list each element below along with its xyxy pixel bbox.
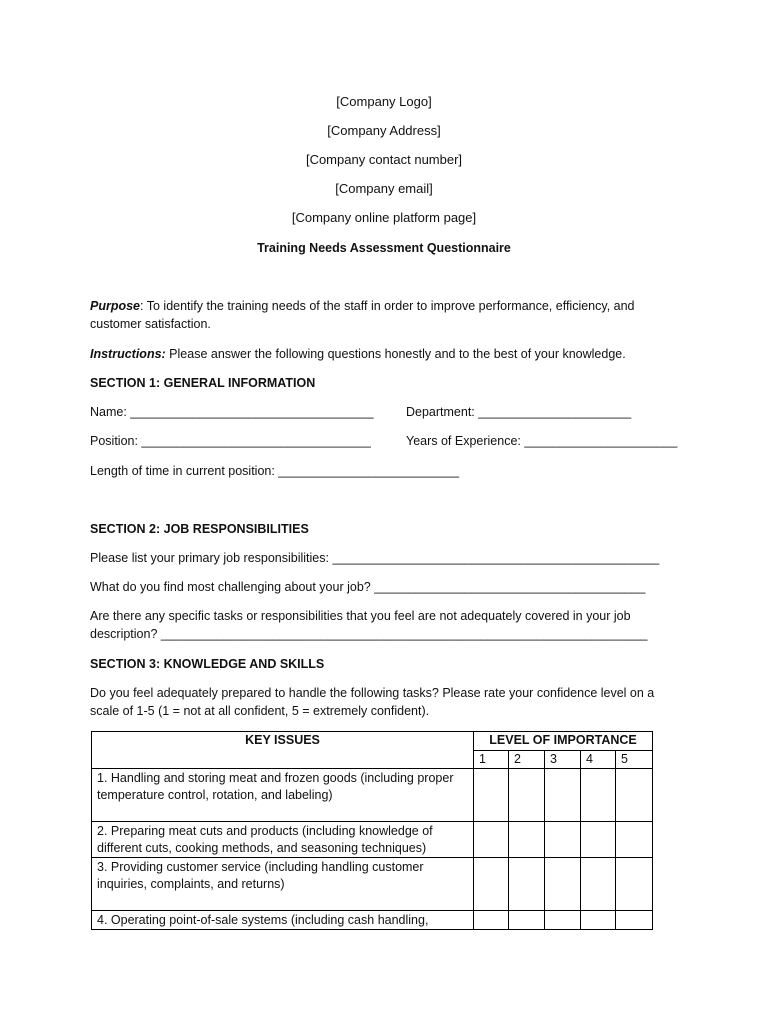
rating-cell-3[interactable] — [545, 822, 581, 858]
purpose-text: : To identify the training needs of the staff in order to improve performance, efficiency, and customer satisfaction. — [90, 299, 635, 331]
rating-cell-1[interactable] — [474, 858, 509, 911]
table-row — [92, 822, 653, 858]
skills-rating-table — [91, 731, 653, 930]
table-row — [92, 769, 653, 822]
name-field: Name: ___________________________________ — [90, 405, 374, 419]
level-3-header: 3 — [545, 751, 581, 769]
experience-field: Years of Experience: ______________________ — [406, 434, 678, 448]
rating-cell-2[interactable] — [509, 911, 545, 930]
table-row — [92, 911, 653, 930]
level-of-importance-header: LEVEL OF IMPORTANCE — [474, 732, 653, 751]
issue-cell: 2. Preparing meat cuts and products (including knowledge of different cuts, cooking methods, and seasoning techniques) — [92, 822, 474, 858]
rating-cell-1[interactable] — [474, 769, 509, 822]
position-field: Position: _________________________________ — [90, 434, 371, 448]
rating-cell-2[interactable] — [509, 769, 545, 822]
rating-cell-5[interactable] — [616, 911, 653, 930]
level-5-header: 5 — [616, 751, 653, 769]
level-1-header: 1 — [474, 751, 509, 769]
document-title: Training Needs Assessment Questionnaire — [257, 241, 511, 255]
instructions-text: Please answer the following questions honestly and to the best of your knowledge. — [165, 347, 626, 361]
rating-cell-2[interactable] — [509, 822, 545, 858]
issue-cell: 4. Operating point-of-sale systems (including cash handling, — [92, 911, 474, 930]
rating-cell-5[interactable] — [616, 822, 653, 858]
level-4-header: 4 — [581, 751, 616, 769]
rating-cell-3[interactable] — [545, 769, 581, 822]
tasks-question: Are there any specific tasks or responsibilities that you feel are not adequately covered in your job description? ______________________________________________________________________ — [90, 609, 648, 641]
company-address-placeholder: [Company Address] — [327, 123, 441, 138]
issue-cell: 3. Providing customer service (including handling customer inquiries, complaints, and returns) — [92, 858, 474, 911]
purpose-label: Purpose — [90, 299, 141, 313]
key-issues-header: KEY ISSUES — [92, 732, 474, 769]
table-row — [92, 858, 653, 911]
rating-cell-4[interactable] — [581, 911, 616, 930]
issue-cell: 1. Handling and storing meat and frozen goods (including proper temperature control, rotation, and labeling) — [92, 769, 474, 822]
challenging-question: What do you find most challenging about your job? _______________________________________ — [90, 580, 646, 594]
section3-intro: Do you feel adequately prepared to handle the following tasks? Please rate your confidence level on a scale of 1-5 (1 = not at all confident, 5 = extremely confident). — [90, 686, 655, 718]
instructions-paragraph — [90, 345, 680, 363]
rating-cell-4[interactable] — [581, 769, 616, 822]
rating-cell-4[interactable] — [581, 858, 616, 911]
section1-heading: SECTION 1: GENERAL INFORMATION — [90, 376, 316, 390]
rating-cell-1[interactable] — [474, 822, 509, 858]
level-2-header: 2 — [509, 751, 545, 769]
company-contact-placeholder: [Company contact number] — [305, 152, 463, 167]
instructions-label: Instructions: — [90, 347, 166, 361]
rating-cell-4[interactable] — [581, 822, 616, 858]
company-platform-placeholder: [Company online platform page] — [291, 210, 477, 225]
rating-cell-5[interactable] — [616, 769, 653, 822]
section2-heading: SECTION 2: JOB RESPONSIBILITIES — [90, 522, 309, 536]
rating-cell-5[interactable] — [616, 858, 653, 911]
rating-cell-2[interactable] — [509, 858, 545, 911]
section3-heading: SECTION 3: KNOWLEDGE AND SKILLS — [90, 657, 325, 671]
responsibilities-question: Please list your primary job responsibilities: _______________________________________________ — [90, 551, 660, 565]
rating-cell-1[interactable] — [474, 911, 509, 930]
purpose-paragraph — [90, 297, 675, 333]
department-field: Department: ______________________ — [406, 405, 632, 419]
rating-cell-3[interactable] — [545, 858, 581, 911]
rating-cell-3[interactable] — [545, 911, 581, 930]
company-email-placeholder: [Company email] — [335, 181, 433, 196]
length-field: Length of time in current position: __________________________ — [90, 464, 460, 478]
company-logo-placeholder: [Company Logo] — [336, 94, 432, 109]
